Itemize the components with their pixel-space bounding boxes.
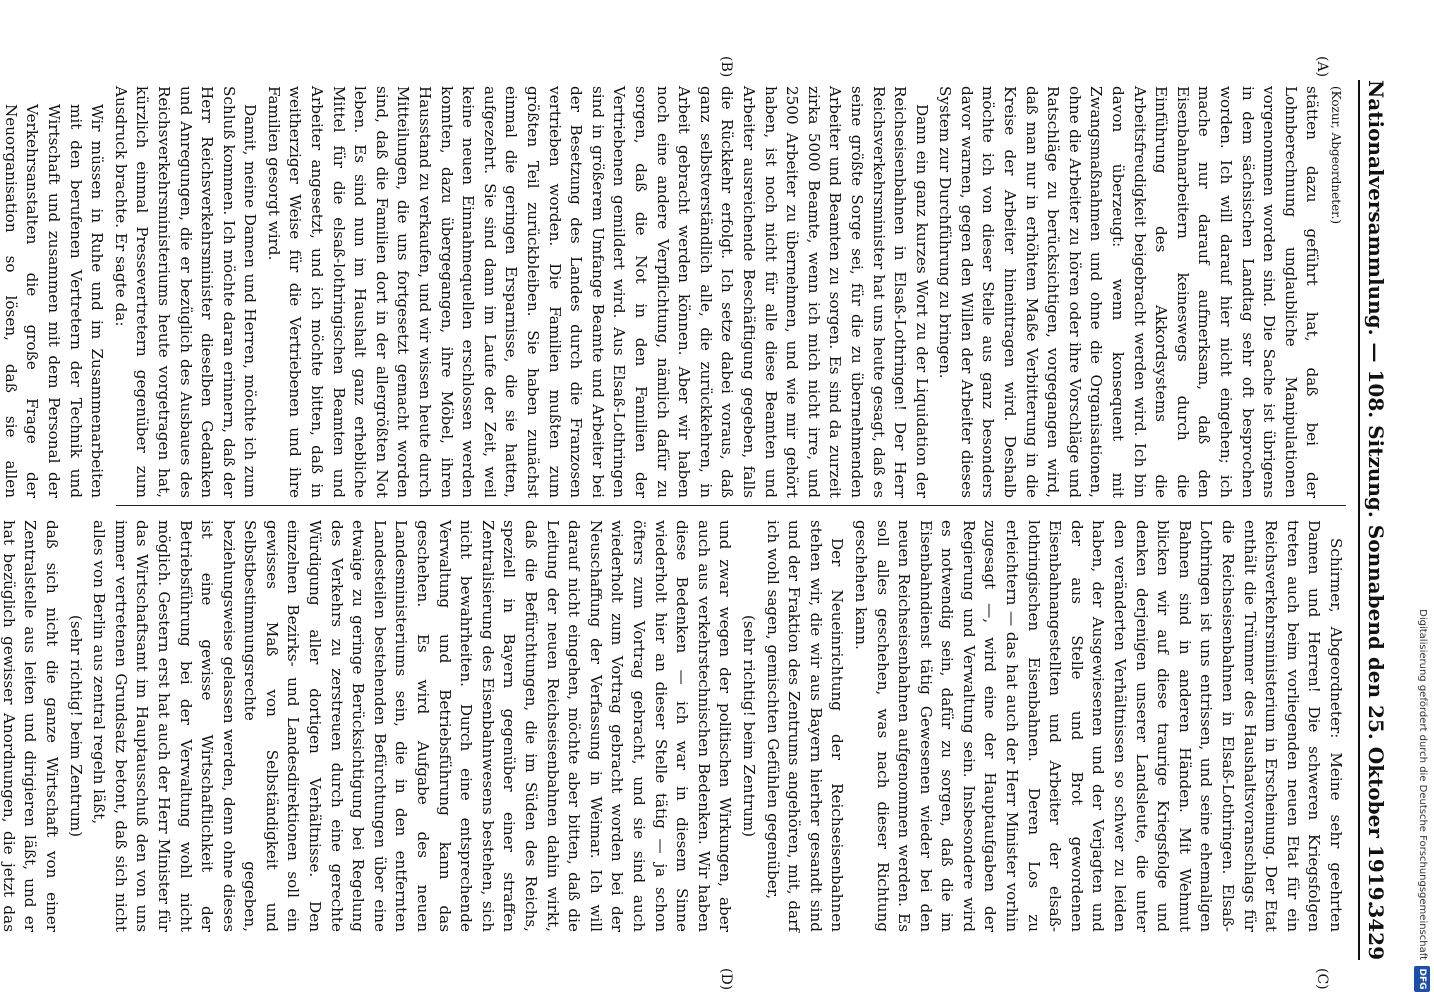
speaker-note: (Kozur, Abgeordneter.) xyxy=(1329,86,1343,225)
paragraph: Schirmer, Abgeordneter: Meine sehr geehrten Damen und Herren! Die schweren Kriegsfolgen treten auch beim vorliegenden neuen Etat für ein Reichsverkehrsministerium in Erscheinung. Der Etat enthält die Trümmer des Haushaltsvoranschlags für die Reichseisenbahnen in Elsaß-Lothringen. Elsaß-Lothringen ist uns entrissen, und seine ehemaligen Bahnen sind in anderen Händen. Mit Wehmut blicken wir auf diese traurige Kriegsfolge und denken derjenigen unserer Landsleute, die unter den veränderten Verhältnissen so schwer zu leiden haben, der Ausgewiesenen und der Verjagten und der aus Stelle und Brot gewordenen Eisenbahnangestellten und Arbeiter der elsaß-lothringischen Eisenbahnen. Deren Los zu erleichtern — das hat auch der Herr Minister vorhin zugesagt —, wird eine der Hauptaufgaben der Regierung und Verwaltung sein. Insbesondere wird es notwendig sein, dafür zu sorgen, daß die im Eisenbahndienst tätig Gewesenen wieder bei den neuen Reichseisenbahnen aufgenommen werden. Es soll alles geschehen, was nach dieser Richtung geschehen kann. xyxy=(851,520,1345,932)
column-divider xyxy=(116,505,1346,506)
quotation: Wir müssen in Ruhe und im Zusammenarbeiten mit den berufenen Vertretern der Technik und Wirtschaft und zusammen mit dem Personal der Verkehrsanstalten die große Frage der Neuorganisation so lösen, daß sie allen xyxy=(1,104,107,498)
interjection: (sehr richtig! beim Zentrum) xyxy=(66,614,85,838)
paragraph: und zwar wegen der politischen Wirkungen, aber auch aus verkehrstechnischen Bedenken. Wir haben diese Bedenken — ich war in diesem Sinne wiederholt hier an dieser Stelle tätig — ja schon öfters zum Vortrag gebracht, und sie sind auch wiederholt zum Vortrag gebracht worden bei der Neuschaffung der Verfassung in Weimar. Ich will darauf nicht eingehen, möchte aber bitten, daß die Leitung der neuen Reichseisenbahnen dahin wirkt, daß die Befürchtungen, die im Süden des Reichs, speziell in Bayern gegenüber einer straffen Zentralisierung des Eisenbahnwesens bestehen, sich nicht bewahrheiten. Durch eine entsprechende Verwaltung und Betriebsführung kann das geschehen. Es wird Aufgabe des neuen Landesministeriums sein, die in den entfernten Landesteilen bestehenden Befürchtungen über eine etwaige zu geringe Berücksichtigung bei Regelung des Verkehrs zu zerstreuen durch eine gerechte Würdigung aller dortigen Verhältnisse. Den einzelnen Bezirks- und Landesdirektionen soll ein gewisses Maß von Selbständigkeit und Selbstbestimmungsrechte gegeben, beziehungsweise gelassen werden, denn ohne dieses ist eine gewisse Wirtschaftlichkeit der Betriebsführung bei der Verwaltung wohl nicht möglich. Gestern erst hat auch der Herr Minister für das Wirtschaftsamt im Hauptausschuß den von uns immer vertretenen Grundsatz betont, daß sich nicht alles von Berlin aus zentral regeln läßt, xyxy=(90,520,735,932)
paragraph: Der Neueinrichtung der Reichseisenbahnen stehen wir, die wir aus Bayern hierher gesandt sind und der Fraktion des Zentrums angehören, mit, darf ich wohl sagen, gemischten Gefühlen gegenüber, xyxy=(763,520,847,932)
credit-text: Digitalisierung gefördert durch die Deutsche Forschungsgemeinschaft xyxy=(1417,609,1428,960)
header-title: Nationalversammlung. — 108. Sitzung. Sonnabend den 25. Oktober 1919. xyxy=(1364,80,1388,908)
margin-mark-a: (A) xyxy=(1314,56,1330,78)
paragraph: Damit, meine Damen und Herren, möchte ich zum Schluß kommen. Ich möchte daran erinnern, daß der Herr Reichsverkehrsminister dieselben Gedanken und Anregungen, die er bezüglich des Ausbaues des Reichsverkehrsministeriums heute vorgetragen hat, kürzlich einmal Pressevertretern gegenüber zum Ausdruck brachte. Er sagte da: xyxy=(111,86,260,498)
paragraph: daß sich nicht die ganze Wirtschaft von einer Zentralstelle aus leiten und dirigieren läßt, und er hat bezüglich gewisser Anordnungen, die jetzt das xyxy=(0,520,61,932)
paragraph: stätten dazu geführt hat, daß bei der Lohnberechnung unglaubliche Manipulationen vorgenommen worden sind. Die Sache ist übrigens in dem sächsischen Landtag sehr oft besprochen worden. Ich will darauf hier nicht eingehen; ich mache nur darauf aufmerksam, daß den Eisenbahnarbeitern keineswegs durch die Einführung des Akkordsystems die Arbeitsfreudigkeit beigebracht werden wird. Ich bin davon überzeugt: wenn konsequent mit Zwangsmaßnahmen und ohne die Organisationen, ohne die Arbeiter zu hören oder ihre Vorschläge und Ratschläge zu berücksichtigen, vorgegangen wird, daß man nur in erhöhtem Maße Verbitterung in die Kreise der Arbeiter hineintragen wird. Deshalb möchte ich von dieser Stelle aus ganz besonders davor warnen, gegen den Willen der Arbeiter dieses System zur Durchführung zu bringen. xyxy=(936,86,1322,498)
right-column xyxy=(0,520,1346,932)
margin-mark-b: (B) xyxy=(718,56,734,78)
dfg-logo: DFG xyxy=(1414,966,1430,992)
left-column xyxy=(1,86,1346,498)
margin-mark-d: (D) xyxy=(718,968,734,991)
interjection: (sehr richtig! beim Zentrum) xyxy=(739,614,758,838)
paragraph: Dann ein ganz kurzes Wort zu der Liquidation der Reichseisenbahnen in Elsaß-Lothringen! Der Herr Reichsverkehrsminister hat uns heute gesagt, daß es seine größte Sorge sei, für die zu übernehmenden Arbeiter und Beamten zu sorgen. Es sind da zurzeit zirka 5000 Beamte, wenn ich mich nicht irre, und 2500 Arbeiter zu übernehmen, und wie mir gehört haben, ist noch nicht für alle diese Beamten und Arbeiter ausreichende Beschäftigung gegeben, falls die Rückkehr erfolgt. Ich setze dabei voraus, daß ganz selbstverständlich alle, die zurückkehren, in Arbeit gebracht werden können. Aber wir haben noch eine andere Verpflichtung, nämlich dafür zu sorgen, daß die Not in den Familien der Vertriebenen gemildert wird. Aus Elsaß-Lothringen sind in größerem Umfange Beamte und Arbeiter bei der Besetzung des Landes durch die Franzosen vertrieben worden. Die Familien mußten zum größten Teil zurückbleiben. Sie haben zunächst einmal die geringen Ersparnisse, die sie hatten, aufgezehrt. Sie sind dann im Laufe der Zeit, weil keine neuen Einnahmequellen erschlossen werden konnten, dazu übergegangen, ihre Möbel, ihren Hausstand zu verkaufen, und wir wissen heute durch Mitteilungen, die uns fortgesetzt gemacht worden sind, daß die Familien dort in der allergrößten Not leben. Es sind nun im Haushalt ganz erhebliche Mittel für die elsaß-lothringischen Beamten und Arbeiter angesetzt, und ich möchte bitten, daß in weitherziger Weise für die Vertriebenen und ihre Familien gesorgt wird. xyxy=(264,86,931,498)
margin-mark-c: (C) xyxy=(1314,968,1330,990)
page-header xyxy=(1358,80,1394,960)
page-number: 3429 xyxy=(1364,904,1388,960)
